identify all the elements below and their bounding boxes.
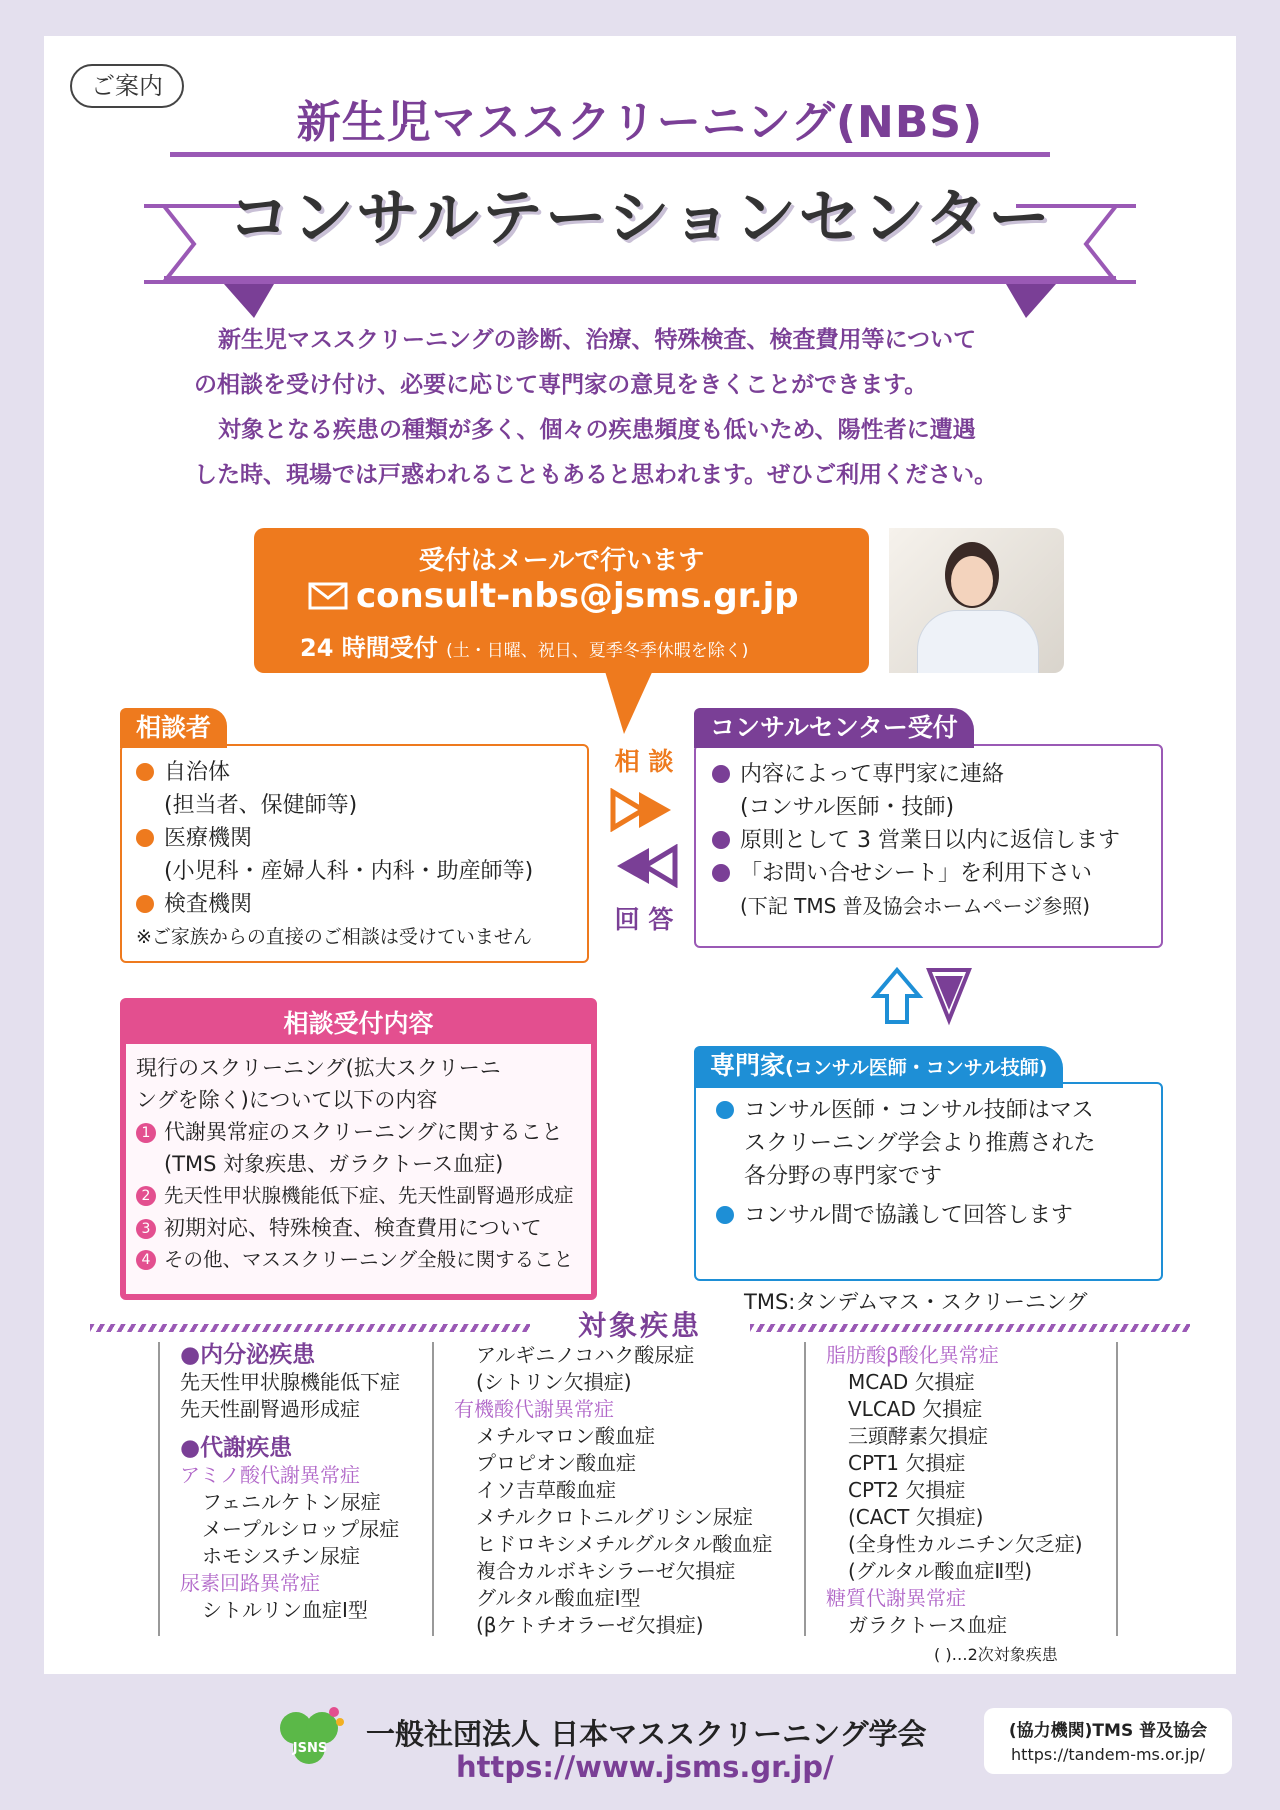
- disease-item: イソ吉草酸血症: [476, 1478, 616, 1502]
- number-badge-4: 4: [136, 1250, 156, 1270]
- consultant-note-1: (担当者、保健師等): [164, 793, 358, 818]
- partner-name: (協力機関)TMS 普及協会: [1008, 1721, 1208, 1741]
- intro-line-1: 新生児マススクリーニングの診断、治療、特殊検査、検査費用等について: [218, 327, 977, 353]
- disease-item: (全身性カルニチン欠乏症): [848, 1532, 1083, 1556]
- category-endocrine: ●内分泌疾患: [180, 1342, 316, 1368]
- tms-note: TMS:タンデムマス・スクリーニング: [744, 1290, 1088, 1314]
- diseases-title: 対象疾患: [577, 1309, 702, 1342]
- disease-item: ヒドロキシメチルグルタル酸血症: [476, 1532, 773, 1556]
- hours-label: 24 時間受付: [300, 634, 438, 662]
- disease-item: ガラクトース血症: [848, 1613, 1007, 1637]
- org-url[interactable]: https://www.jsms.gr.jp/: [456, 1750, 834, 1784]
- column-divider: [1116, 1342, 1118, 1636]
- reception-box: [254, 528, 869, 673]
- expert-item-2: コンサル間で協議して回答します: [744, 1203, 1073, 1228]
- disease-item: プロピオン酸血症: [476, 1451, 636, 1475]
- orange-dot-icon: [136, 895, 154, 913]
- org-name: 一般社団法人 日本マススクリーニング学会: [366, 1717, 927, 1751]
- center-list: [712, 758, 1152, 923]
- expert-title-label: 専門家: [710, 1051, 786, 1080]
- consultant-item-2: 医療機関: [164, 826, 253, 851]
- answer-label: 回 答: [614, 905, 674, 934]
- title-nbs: 新生児マススクリーニング(NBS): [296, 97, 984, 148]
- center-item-2: 原則として 3 営業日以内に返信します: [740, 828, 1120, 853]
- center-note-3: (下記 TMS 普及協会ホームページ参照): [740, 894, 1091, 918]
- reception-hours: [300, 628, 748, 663]
- diseases-divider-right: [750, 1324, 1190, 1332]
- flyer-page: [44, 36, 1236, 1674]
- disease-item: CPT2 欠損症: [848, 1478, 966, 1502]
- content-list: [136, 1052, 586, 1276]
- disease-item: シトルリン血症Ⅰ型: [202, 1598, 368, 1622]
- expert-title-note: (コンサル医師・コンサル技師): [785, 1057, 1048, 1079]
- blue-dot-icon: [716, 1206, 734, 1224]
- intro-line-2: の相談を受け付け、必要に応じて専門家の意見をきくことができます。: [194, 372, 928, 398]
- disease-item: メープルシロップ尿症: [202, 1517, 400, 1541]
- consult-label: 相 談: [614, 747, 674, 776]
- title-divider: [170, 152, 1050, 157]
- purple-dot-icon: [712, 831, 730, 849]
- mail-icon: [308, 582, 348, 610]
- expert-item-1-line-1: コンサル医師・コンサル技師はマス: [744, 1098, 1094, 1123]
- consultant-item-1: 自治体: [164, 760, 231, 785]
- intro-line-3: 対象となる疾患の種類が多く、個々の疾患頻度も低いため、陽性者に遭遇: [218, 417, 976, 443]
- blue-dot-icon: [716, 1101, 734, 1119]
- email-address[interactable]: consult-nbs@jsms.gr.jp: [356, 576, 799, 616]
- content-lead-1: 現行のスクリーニング(拡大スクリーニ: [136, 1056, 501, 1080]
- disease-item: グルタル酸血症Ⅰ型: [476, 1586, 641, 1610]
- column-divider: [432, 1342, 434, 1636]
- partner-url[interactable]: https://tandem-ms.or.jp/: [1011, 1745, 1205, 1764]
- logo-text: JSNS: [292, 1741, 328, 1756]
- consultant-note-2: (小児科・産婦人科・内科・助産師等): [164, 859, 534, 884]
- reception-heading: 受付はメールで行います: [418, 546, 705, 576]
- disease-item: VLCAD 欠損症: [848, 1397, 983, 1421]
- content-title: 相談受付内容: [126, 1004, 591, 1044]
- subcategory-amino: アミノ酸代謝異常症: [180, 1463, 360, 1487]
- orange-dot-icon: [136, 763, 154, 781]
- expert-list: [716, 1094, 1156, 1232]
- hours-note: (土・日曜、祝日、夏季冬季休暇を除く): [446, 641, 749, 661]
- disease-item: CPT1 欠損症: [848, 1451, 966, 1475]
- number-badge-2: 2: [136, 1186, 156, 1206]
- consultant-item-3: 検査機関: [164, 892, 253, 917]
- purple-dot-icon: [712, 864, 730, 882]
- content-note-1: (TMS 対象疾患、ガラクトース血症): [164, 1152, 504, 1176]
- disease-item: 先天性副腎過形成症: [180, 1397, 360, 1421]
- guide-badge: ご案内: [70, 64, 184, 108]
- intro-line-4: した時、現場では戸惑われることもあると思われます。ぜひご利用ください。: [194, 462, 998, 488]
- diseases-column-2: [454, 1342, 804, 1639]
- consultant-footnote: ※ご家族からの直接のご相談は受けていません: [136, 926, 532, 948]
- content-lead-2: ングを除く)について以下の内容: [136, 1088, 438, 1112]
- number-badge-3: 3: [136, 1219, 156, 1239]
- consultant-title: 相談者: [120, 708, 227, 748]
- subcategory-organic: 有機酸代謝異常症: [454, 1397, 614, 1421]
- diseases-column-1: [180, 1342, 430, 1624]
- diseases-footnote: ( )…2次対象疾患: [934, 1645, 1058, 1664]
- center-title: コンサルセンター受付: [694, 708, 974, 748]
- disease-item: MCAD 欠損症: [848, 1370, 975, 1394]
- subcategory-fatty-acid: 脂肪酸β酸化異常症: [826, 1343, 999, 1367]
- disease-item: 先天性甲状腺機能低下症: [180, 1370, 400, 1394]
- subcategory-sugar: 糖質代謝異常症: [826, 1586, 966, 1610]
- right-arrow-icon: [609, 788, 679, 832]
- content-item-1: 代謝異常症のスクリーニングに関すること: [164, 1120, 563, 1144]
- disease-item: (βケトチオラーゼ欠損症): [476, 1613, 704, 1637]
- disease-item: フェニルケトン尿症: [202, 1490, 381, 1514]
- disease-item: 複合カルボキシラーゼ欠損症: [476, 1559, 736, 1583]
- center-item-1: 内容によって専門家に連絡: [740, 762, 1005, 787]
- subcategory-urea: 尿素回路異常症: [180, 1571, 320, 1595]
- center-item-3: 「お問い合せシート」を利用下さい: [740, 861, 1093, 886]
- diseases-divider-left: [90, 1324, 530, 1332]
- title-consultation-center: コンサルテーションセンター: [228, 181, 1052, 254]
- column-divider: [158, 1342, 160, 1636]
- intro-text: [194, 318, 1134, 498]
- content-item-3: 初期対応、特殊検査、検査費用について: [164, 1216, 542, 1240]
- disease-item: (グルタル酸血症Ⅱ型): [848, 1559, 1033, 1583]
- expert-title: [694, 1046, 1063, 1088]
- diseases-column-3: [826, 1342, 1116, 1639]
- disease-item: メチルマロン酸血症: [476, 1424, 655, 1448]
- disease-item: (CACT 欠損症): [848, 1505, 984, 1529]
- number-badge-1: 1: [136, 1123, 156, 1143]
- disease-item: ホモシスチン尿症: [202, 1544, 360, 1568]
- consultant-list: [136, 756, 576, 954]
- jsns-logo: [272, 1700, 348, 1776]
- purple-dot-icon: [712, 765, 730, 783]
- content-item-4: その他、マススクリーニング全般に関すること: [164, 1248, 574, 1271]
- email-line[interactable]: [308, 576, 799, 616]
- content-item-2: 先天性甲状腺機能低下症、先天性副腎過形成症: [164, 1184, 574, 1207]
- disease-item: 三頭酵素欠損症: [848, 1424, 988, 1448]
- disease-item: アルギニノコハク酸尿症: [476, 1343, 695, 1367]
- center-note-1: (コンサル医師・技師): [740, 795, 955, 820]
- disease-item: (シトリン欠損症): [476, 1370, 632, 1394]
- disease-item: メチルクロトニルグリシン尿症: [476, 1505, 753, 1529]
- left-arrow-icon: [609, 844, 679, 888]
- column-divider: [804, 1342, 806, 1636]
- receptionist-photo: [889, 528, 1064, 673]
- expert-item-1-line-3: 各分野の専門家です: [744, 1164, 943, 1189]
- up-down-arrows-icon: [869, 966, 979, 1026]
- category-metabolic: ●代謝疾患: [180, 1435, 293, 1461]
- speech-pointer: [604, 668, 664, 738]
- orange-dot-icon: [136, 829, 154, 847]
- expert-item-1-line-2: スクリーニング学会より推薦された: [744, 1131, 1096, 1156]
- partner-box: [984, 1708, 1232, 1774]
